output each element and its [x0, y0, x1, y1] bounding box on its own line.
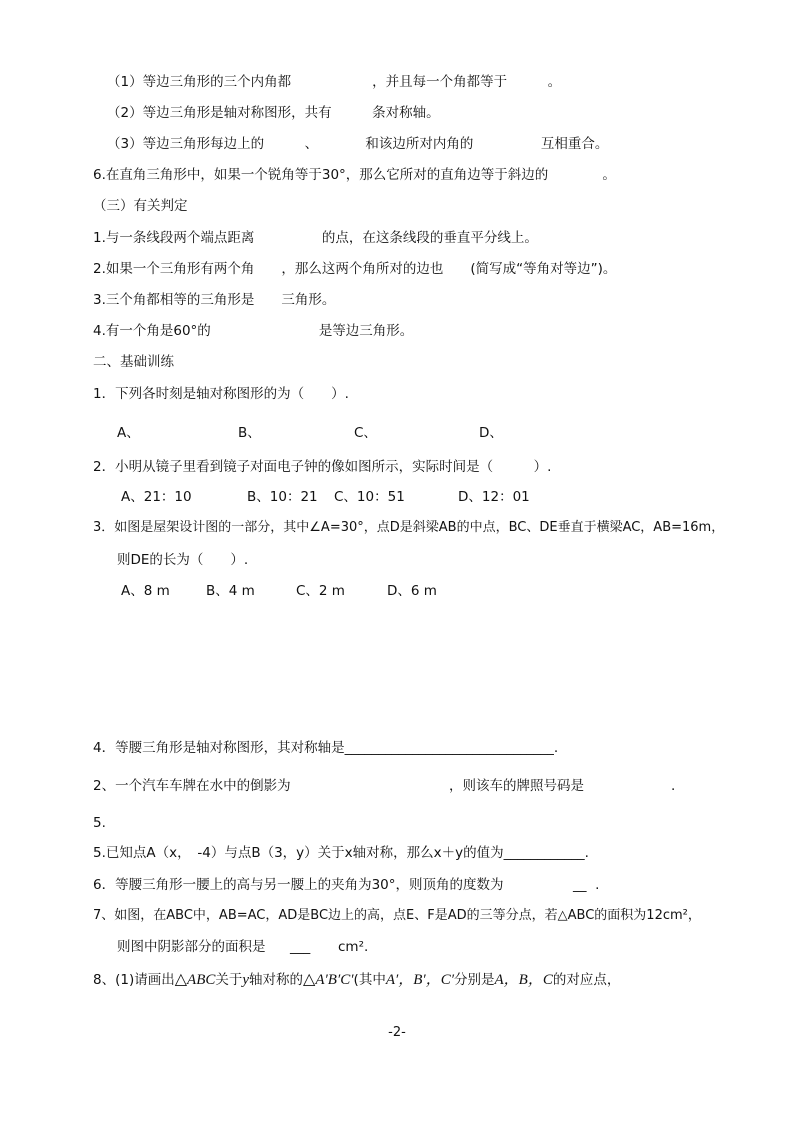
- text: 8、(1)请画出: [93, 972, 175, 988]
- option-d: D、12：01: [458, 489, 530, 505]
- question-2: 2．小明从镜子里看到镜子对面电子钟的像如图所示，实际时间是（ ）.: [93, 459, 552, 475]
- question-7-line-2: [117, 938, 477, 956]
- blank: __ .: [573, 877, 600, 893]
- option-c: C、2 m: [296, 583, 345, 599]
- question-5: 5.已知点A（x， -4）与点B（3，y）关于x轴对称，那么x＋y的值为____________.: [93, 845, 589, 861]
- text: 。: [602, 167, 616, 183]
- text: （3）等边三角形每边上的: [107, 136, 265, 152]
- question-license-plate: [93, 777, 693, 795]
- text: 互相重合。: [540, 136, 609, 152]
- text: 是等边三角形。: [318, 323, 414, 339]
- text: 。: [547, 74, 562, 90]
- judgement-item-1: [93, 229, 538, 247]
- question-3-line-1: 3．如图是屋架设计图的一部分，其中∠A=30°，点D是斜梁AB的中点，BC、DE垂直于横梁AC，AB=16m，: [93, 520, 725, 535]
- text: ，并且每一个角都等于: [372, 74, 508, 90]
- text: ，则该车的牌照号码是: [449, 778, 584, 794]
- question-6: [93, 876, 653, 894]
- text: 3.三个角都相等的三角形是: [93, 292, 255, 308]
- question-8: [93, 970, 620, 989]
- triangle-symbol: △: [174, 969, 188, 988]
- blank: [473, 136, 541, 152]
- option-b: B、10：21: [247, 489, 318, 505]
- text: 、: [304, 136, 312, 152]
- blank: [264, 136, 305, 152]
- text: y: [242, 972, 250, 988]
- text: 6.在直角三角形中，如果一个锐角等于30°，那么它所对的直角边等于斜边的: [93, 167, 549, 183]
- text: cm².: [338, 939, 369, 955]
- judgement-item-2: [93, 260, 616, 278]
- text: (简写成“等角对等边”)。: [470, 261, 617, 277]
- blank: [254, 292, 281, 308]
- question-1: 1．下列各时刻是轴对称图形的为（ ）.: [93, 386, 349, 402]
- text: 条对称轴。: [372, 105, 440, 121]
- text: (其中: [353, 972, 386, 988]
- text: 和该边所对内角的: [365, 136, 474, 152]
- text: 的对应点，: [552, 972, 621, 988]
- text: A′，B′，C′: [385, 972, 455, 988]
- option-a: A、8 m: [121, 583, 170, 599]
- text: （1）等边三角形的三个内角都: [107, 74, 292, 90]
- text: 2、一个汽车车牌在水中的倒影为: [93, 778, 291, 794]
- option-c: C、: [354, 425, 377, 441]
- text: 分别是: [454, 972, 495, 988]
- page-number: -2-: [388, 1025, 406, 1040]
- blank: [507, 74, 548, 90]
- text: A，B，C: [494, 972, 553, 988]
- triangle-symbol: △: [303, 969, 316, 988]
- blank: [211, 323, 319, 339]
- item-equilateral-angles: [107, 73, 561, 91]
- question-1-options: [117, 424, 617, 442]
- heading-judgement: （三）有关判定: [93, 198, 188, 214]
- text: 4.有一个角是60°的: [93, 323, 211, 339]
- text: （2）等边三角形是轴对称图形，共有: [107, 105, 332, 121]
- heading-basic-training: 二、基础训练: [93, 354, 174, 370]
- text: 三角形。: [281, 292, 336, 308]
- question-7-line-1: 7、如图，在ABC中，AB=AC，AD是BC边上的高，点E、F是AD的三等分点，若△ABC的面积为12cm²，: [93, 908, 701, 923]
- text: .: [671, 778, 676, 794]
- text: 6．等腰三角形一腰上的高与另一腰上的夹角为30°，则顶角的度数为: [93, 877, 504, 893]
- blank: [332, 105, 373, 121]
- blank: [291, 74, 372, 90]
- option-a: A、: [117, 425, 140, 441]
- judgement-item-4: [93, 322, 413, 340]
- question-3-options: [121, 582, 501, 600]
- option-d: D、: [479, 425, 503, 441]
- blank: [311, 136, 365, 152]
- text: 1.与一条线段两个端点距离: [93, 230, 255, 246]
- question-5-stub: 5.: [93, 815, 106, 831]
- blank: [254, 261, 281, 277]
- text: 关于: [215, 972, 243, 988]
- question-3-line-2: 则DE的长为（ ）.: [117, 552, 249, 568]
- blank: [443, 261, 470, 277]
- option-b: B、: [238, 425, 261, 441]
- item-equilateral-coincide: [107, 135, 608, 153]
- option-c: C、10：51: [334, 489, 405, 505]
- text: ABC: [187, 972, 216, 988]
- text: 则图中阴影部分的面积是: [117, 939, 266, 955]
- question-2-options: [121, 488, 601, 506]
- blank: ___: [290, 939, 311, 955]
- text: 的点，在这条线段的垂直平分线上。: [321, 230, 538, 246]
- question-4: 4．等腰三角形是轴对称图形，其对称轴是_______________________________.: [93, 740, 559, 756]
- text: 2.如果一个三角形有两个角: [93, 261, 255, 277]
- text: A′B′C′: [315, 972, 354, 988]
- option-d: D、6 m: [387, 583, 437, 599]
- item-6-right-triangle: [93, 166, 616, 184]
- text: ，那么这两个角所对的边也: [281, 261, 444, 277]
- blank: [254, 230, 322, 246]
- judgement-item-3: [93, 291, 335, 309]
- option-a: A、21：10: [121, 489, 192, 505]
- option-b: B、4 m: [206, 583, 255, 599]
- item-equilateral-axes: [107, 104, 440, 122]
- blank: [548, 167, 602, 183]
- text: 轴对称的: [249, 972, 304, 988]
